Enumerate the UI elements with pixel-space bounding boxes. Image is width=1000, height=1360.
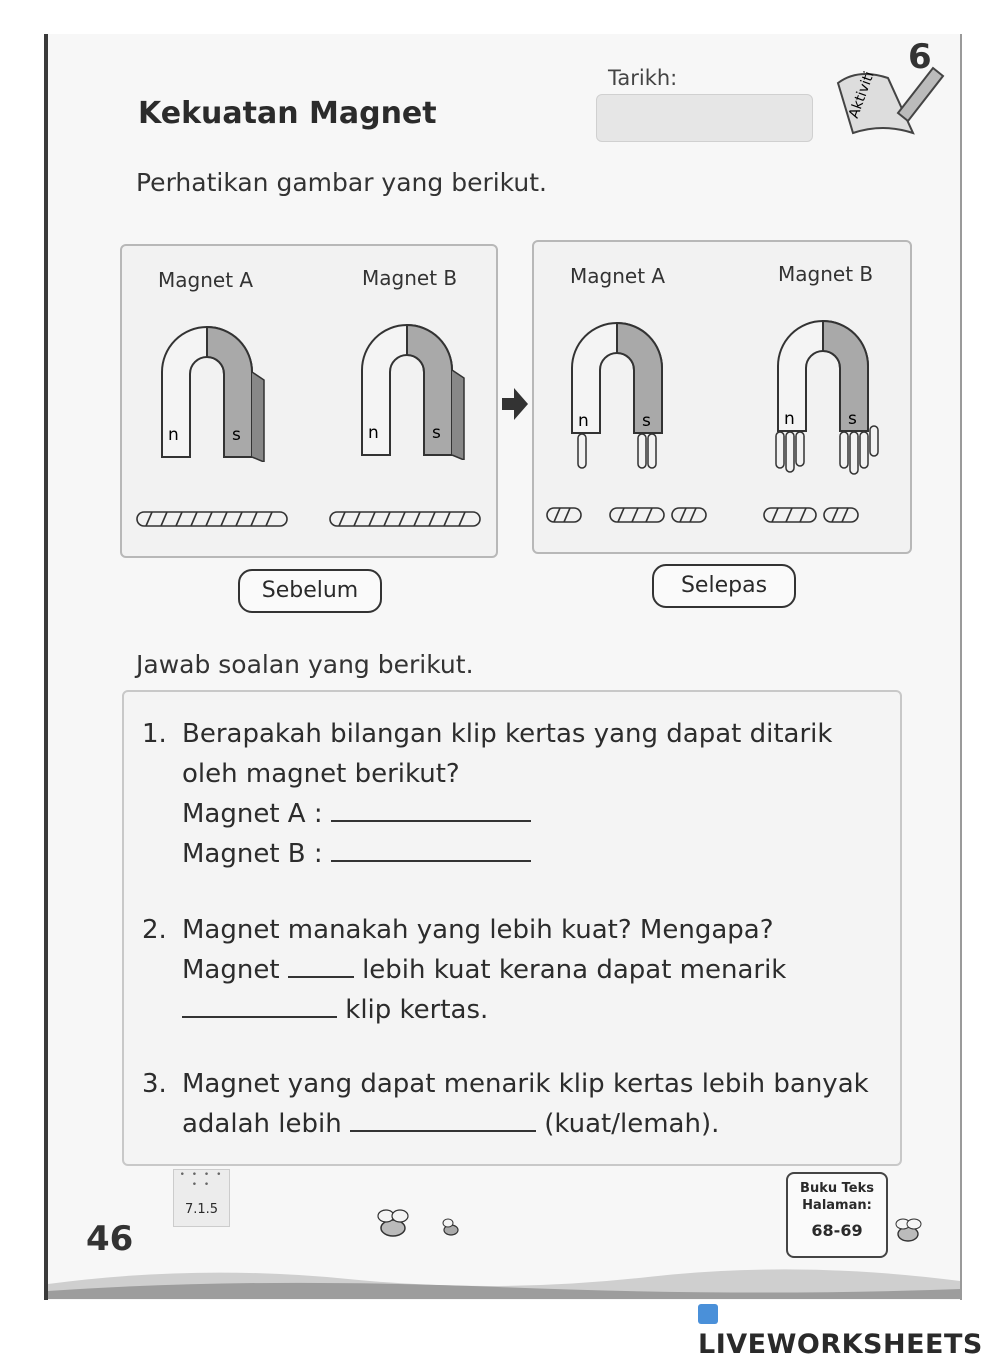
brand-logo: LIVEWORKSHEETS — [698, 1298, 1000, 1360]
pole-n-label: n — [784, 409, 795, 429]
pole-s-label: s — [848, 409, 857, 429]
activity-number: 6 — [908, 38, 932, 77]
q2-magnet-answer[interactable] — [288, 954, 354, 978]
pole-s-label: s — [432, 423, 441, 443]
worksheet-page — [44, 34, 962, 1300]
q2-count-answer[interactable] — [182, 994, 337, 1018]
after-magnet-a-label: Magnet A — [570, 264, 666, 288]
q1-magnet-a-label: Magnet A : — [182, 799, 323, 829]
page-number: 46 — [86, 1219, 134, 1259]
standard-code: 7.1.5 — [184, 1202, 219, 1217]
q2-part3: klip kertas. — [345, 995, 489, 1025]
magnet-b-icon — [352, 310, 472, 460]
q2-part2: lebih kuat kerana dapat menarik — [362, 955, 787, 985]
pole-n-label: n — [168, 425, 179, 445]
brand-logo-icon — [698, 1304, 718, 1324]
date-label: Tarikh: — [608, 66, 678, 90]
magnet-b-with-clips-icon — [768, 306, 908, 496]
textbook-label: Buku Teks — [800, 1181, 874, 1196]
arrow-right-icon — [500, 384, 530, 424]
date-field[interactable] — [596, 94, 813, 142]
bee-right-icon — [888, 1214, 928, 1248]
q3-line1: Magnet yang dapat menarik klip kertas lebih banyak — [182, 1069, 869, 1099]
pole-s-label: s — [642, 411, 651, 431]
q3-number: 3. — [142, 1069, 167, 1099]
before-magnet-b-label: Magnet B — [362, 266, 458, 290]
q1-number: 1. — [142, 719, 167, 749]
instruction-answer: Jawab soalan yang berikut. — [136, 650, 474, 679]
instruction-observe: Perhatikan gambar yang berikut. — [136, 168, 547, 197]
grass-wave-decoration — [48, 1259, 960, 1299]
textbook-reference — [786, 1172, 888, 1258]
small-bee-icon — [436, 1214, 466, 1242]
bee-icon — [368, 1204, 418, 1244]
q1-magnet-b-answer[interactable] — [331, 838, 531, 862]
activity-word: Aktiviti — [846, 69, 878, 121]
panel-after — [532, 240, 912, 554]
questions-box — [122, 690, 902, 1166]
caption-before: Sebelum — [238, 569, 382, 613]
pole-n-label: n — [578, 411, 589, 431]
q3-answer[interactable] — [350, 1108, 536, 1132]
q2-part1: Magnet — [182, 955, 280, 985]
q1-line1: Berapakah bilangan klip kertas yang dapat ditarik — [182, 719, 833, 749]
before-magnet-a-label: Magnet A — [158, 268, 254, 292]
q1-magnet-b-label: Magnet B : — [182, 839, 323, 869]
magnet-a-with-clips-icon — [562, 308, 692, 488]
q1-magnet-a-answer[interactable] — [331, 798, 531, 822]
pole-n-label: n — [368, 423, 379, 443]
q2-number: 2. — [142, 915, 167, 945]
remaining-paper-clips-icon — [542, 500, 902, 530]
pole-s-label: s — [232, 425, 241, 445]
paper-clips-icon — [132, 504, 482, 534]
textbook-page-label: Halaman: — [802, 1198, 872, 1213]
q3-part2: (kuat/lemah). — [544, 1109, 720, 1139]
page-title: Kekuatan Magnet — [138, 96, 437, 131]
textbook-pages: 68-69 — [811, 1221, 863, 1240]
caption-after: Selepas — [652, 564, 796, 608]
standard-code-tag: • • • • • • 7.1.5 — [173, 1169, 230, 1227]
activity-badge — [828, 38, 948, 138]
q3-part1: adalah lebih — [182, 1109, 342, 1139]
q1-line2: oleh magnet berikut? — [182, 759, 460, 789]
after-magnet-b-label: Magnet B — [778, 262, 874, 286]
magnet-a-icon — [152, 312, 272, 462]
q2-line1: Magnet manakah yang lebih kuat? Mengapa? — [182, 915, 774, 945]
panel-before — [120, 244, 498, 558]
